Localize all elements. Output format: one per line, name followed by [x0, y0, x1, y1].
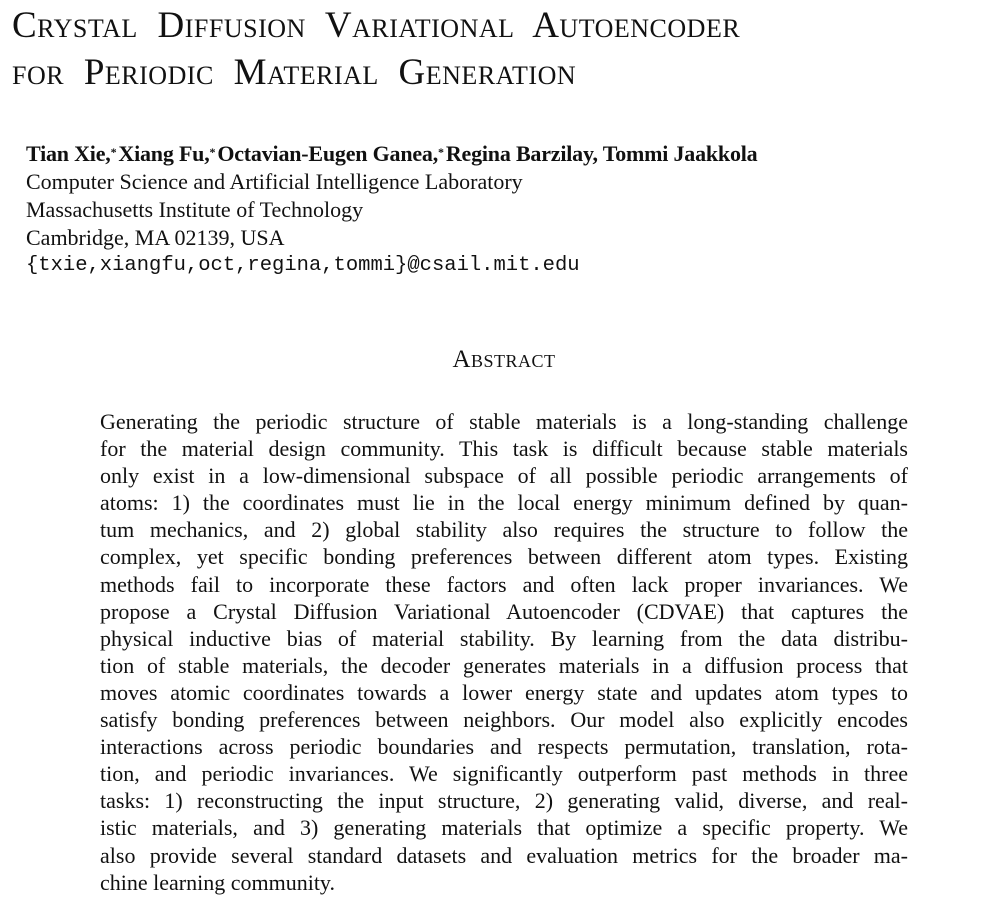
affiliation-institute: Massachusetts Institute of Technology — [26, 197, 364, 222]
abstract-line: only exist in a low-dimensional subspace of all possible periodic arrangements of — [100, 463, 908, 489]
author-name: Octavian-Eugen Ganea, — [217, 141, 439, 166]
equal-contribution-mark: * — [209, 145, 216, 159]
abstract-line: propose a Crystal Diffusion Variational Autoencoder (CDVAE) that captures the — [100, 598, 908, 624]
abstract-line: satisfy bonding preferences between neighbors. Our model also explicitly encodes — [100, 707, 908, 733]
author-block — [26, 140, 757, 280]
abstract-line: physical inductive bias of material stability. By learning from the data distribu- — [100, 625, 908, 651]
abstract-line: for the material design community. This task is difficult because stable materials — [100, 436, 908, 462]
abstract-line: istic materials, and 3) generating materials that optimize a specific property. We — [100, 815, 908, 841]
abstract-line: atoms: 1) the coordinates must lie in the local energy minimum defined by quan- — [100, 490, 908, 516]
equal-contribution-mark: * — [110, 145, 117, 159]
abstract-line: methods fail to incorporate these factors and often lack proper invariances. We — [100, 571, 908, 597]
abstract-line: tasks: 1) reconstructing the input structure, 2) generating valid, diverse, and real- — [100, 788, 908, 814]
title-line-2: for Periodic Material Generation — [12, 52, 577, 93]
abstract-line: chine learning community. — [100, 869, 336, 895]
author-name: Xiang Fu, — [118, 141, 210, 166]
abstract-line: tion, and periodic invariances. We significantly outperform past methods in three — [100, 761, 908, 787]
paper-title — [12, 2, 996, 96]
abstract-heading: Abstract — [452, 346, 556, 373]
abstract-line: Generating the periodic structure of stable materials is a long-standing challenge — [100, 409, 908, 434]
author-names — [26, 140, 757, 168]
author-name: Tian Xie, — [26, 141, 111, 166]
abstract-line: also provide several standard datasets and evaluation metrics for the broader ma- — [100, 842, 908, 868]
abstract-line: complex, yet specific bonding preferences between different atom types. Existing — [100, 544, 908, 570]
title-line-1: Crystal Diffusion Variational Autoencoder — [12, 5, 741, 46]
author-emails: {txie,xiangfu,oct,regina,tommi}@csail.mit.edu — [26, 254, 580, 277]
author-name: Regina Barzilay, Tommi Jaakkola — [445, 141, 758, 166]
equal-contribution-mark: * — [438, 145, 444, 159]
abstract-line: interactions across periodic boundaries and respects permutation, translation, rota- — [100, 734, 908, 760]
affiliation-lab: Computer Science and Artificial Intelligence Laboratory — [26, 169, 523, 194]
abstract-line: tion of stable materials, the decoder generates materials in a diffusion process that — [100, 652, 908, 678]
affiliation-address: Cambridge, MA 02139, USA — [26, 225, 285, 250]
abstract-text — [100, 408, 908, 896]
abstract-line: tum mechanics, and 2) global stability also requires the structure to follow the — [100, 517, 908, 543]
abstract-line: moves atomic coordinates towards a lower energy state and updates atom types to — [100, 679, 908, 705]
